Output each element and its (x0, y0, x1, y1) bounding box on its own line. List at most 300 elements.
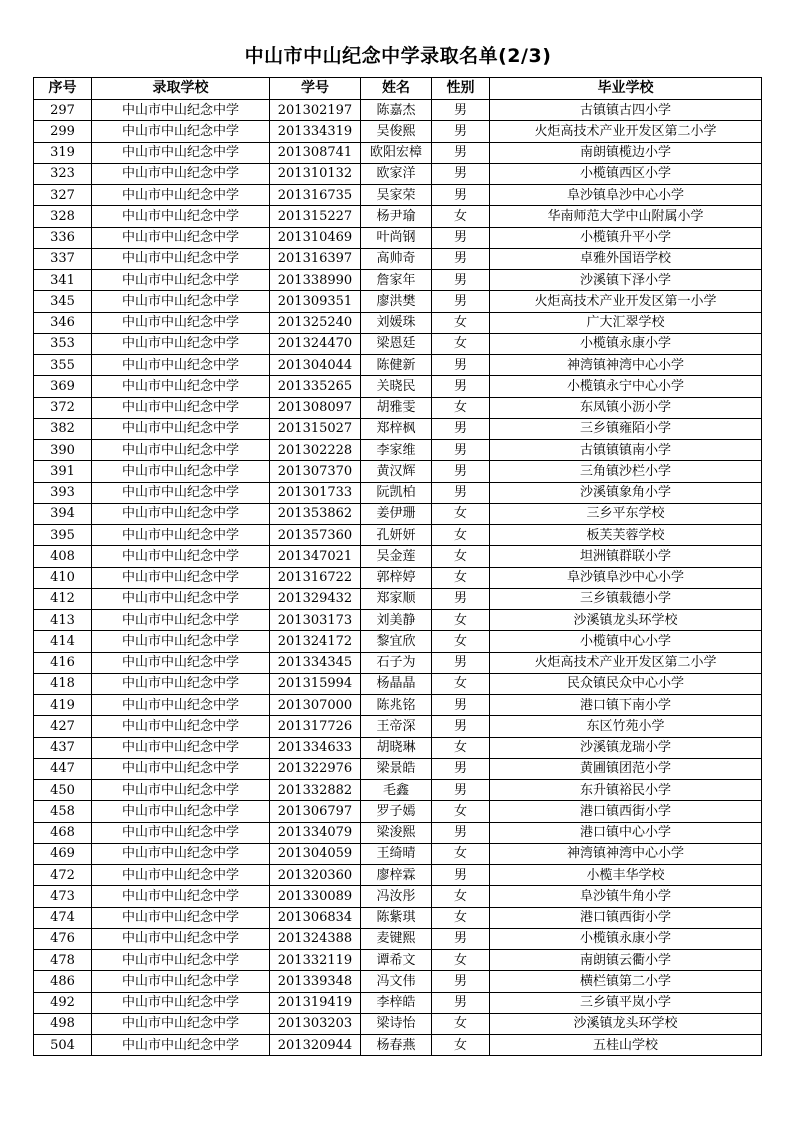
cell-gender: 男 (432, 121, 490, 142)
table-row (34, 503, 762, 524)
cell-school: 中山市中山纪念中学 (92, 610, 270, 631)
cell-school: 中山市中山纪念中学 (92, 567, 270, 588)
cell-id: 201353862 (270, 503, 361, 524)
cell-school: 中山市中山纪念中学 (92, 716, 270, 737)
cell-no: 395 (34, 525, 92, 546)
cell-name: 梁景皓 (361, 758, 432, 779)
cell-name: 孔妍妍 (361, 525, 432, 546)
table-row (34, 482, 762, 503)
cell-gender: 男 (432, 695, 490, 716)
table-row (34, 865, 762, 886)
cell-id: 201329432 (270, 588, 361, 609)
cell-no: 414 (34, 631, 92, 652)
cell-grad: 火炬高技术产业开发区第二小学 (490, 121, 762, 142)
cell-id: 201315994 (270, 673, 361, 694)
table-row (34, 397, 762, 418)
cell-gender: 女 (432, 312, 490, 333)
cell-no: 297 (34, 100, 92, 121)
cell-grad: 板芙芙蓉学校 (490, 525, 762, 546)
cell-gender: 女 (432, 503, 490, 524)
cell-gender: 男 (432, 291, 490, 312)
table-row (34, 206, 762, 227)
cell-id: 201325240 (270, 312, 361, 333)
table-row (34, 1035, 762, 1056)
cell-grad: 沙溪镇下泽小学 (490, 270, 762, 291)
cell-id: 201316722 (270, 567, 361, 588)
cell-gender: 男 (432, 185, 490, 206)
cell-name: 梁浚熙 (361, 822, 432, 843)
cell-gender: 男 (432, 865, 490, 886)
table-row (34, 355, 762, 376)
cell-id: 201307370 (270, 461, 361, 482)
cell-no: 369 (34, 376, 92, 397)
table-row (34, 142, 762, 163)
cell-grad: 阜沙镇牛角小学 (490, 886, 762, 907)
cell-id: 201320944 (270, 1035, 361, 1056)
cell-id: 201308097 (270, 397, 361, 418)
cell-name: 阮凯柏 (361, 482, 432, 503)
table-row (34, 312, 762, 333)
column-header-grad: 毕业学校 (490, 78, 762, 100)
cell-school: 中山市中山纪念中学 (92, 503, 270, 524)
cell-school: 中山市中山纪念中学 (92, 865, 270, 886)
cell-school: 中山市中山纪念中学 (92, 461, 270, 482)
cell-grad: 南朗镇榄边小学 (490, 142, 762, 163)
cell-grad: 坦洲镇群联小学 (490, 546, 762, 567)
cell-no: 390 (34, 440, 92, 461)
table-row (34, 971, 762, 992)
table-row (34, 1013, 762, 1034)
cell-no: 472 (34, 865, 92, 886)
cell-name: 詹家年 (361, 270, 432, 291)
cell-no: 478 (34, 950, 92, 971)
cell-school: 中山市中山纪念中学 (92, 822, 270, 843)
cell-name: 梁诗怡 (361, 1013, 432, 1034)
cell-id: 201357360 (270, 525, 361, 546)
cell-no: 323 (34, 163, 92, 184)
cell-school: 中山市中山纪念中学 (92, 418, 270, 439)
cell-no: 393 (34, 482, 92, 503)
cell-no: 341 (34, 270, 92, 291)
cell-grad: 港口镇西街小学 (490, 801, 762, 822)
table-row (34, 695, 762, 716)
cell-school: 中山市中山纪念中学 (92, 482, 270, 503)
cell-name: 叶尚钢 (361, 227, 432, 248)
cell-gender: 男 (432, 163, 490, 184)
cell-name: 陈嘉杰 (361, 100, 432, 121)
cell-id: 201332882 (270, 780, 361, 801)
cell-grad: 三乡镇雍陌小学 (490, 418, 762, 439)
cell-id: 201306834 (270, 907, 361, 928)
cell-gender: 女 (432, 610, 490, 631)
cell-name: 黄汉辉 (361, 461, 432, 482)
cell-no: 418 (34, 673, 92, 694)
cell-school: 中山市中山纪念中学 (92, 801, 270, 822)
cell-id: 201315027 (270, 418, 361, 439)
cell-gender: 女 (432, 525, 490, 546)
cell-name: 王帝深 (361, 716, 432, 737)
cell-no: 408 (34, 546, 92, 567)
table-row (34, 525, 762, 546)
cell-gender: 女 (432, 397, 490, 418)
page-title: 中山市中山纪念中学录取名单(2/3) (244, 45, 552, 67)
cell-id: 201338990 (270, 270, 361, 291)
table-row (34, 801, 762, 822)
cell-grad: 卓雅外国语学校 (490, 248, 762, 269)
cell-gender: 男 (432, 270, 490, 291)
cell-school: 中山市中山纪念中学 (92, 312, 270, 333)
cell-grad: 小榄镇永宁中心小学 (490, 376, 762, 397)
table-row (34, 950, 762, 971)
cell-name: 吴俊熙 (361, 121, 432, 142)
cell-school: 中山市中山纪念中学 (92, 886, 270, 907)
column-header-id: 学号 (270, 78, 361, 100)
cell-no: 391 (34, 461, 92, 482)
cell-school: 中山市中山纪念中学 (92, 206, 270, 227)
cell-id: 201310469 (270, 227, 361, 248)
cell-grad: 港口镇西街小学 (490, 907, 762, 928)
cell-gender: 男 (432, 928, 490, 949)
cell-name: 高帅奇 (361, 248, 432, 269)
column-header-gender: 性别 (432, 78, 490, 100)
cell-grad: 沙溪镇龙头环学校 (490, 1013, 762, 1034)
cell-grad: 五桂山学校 (490, 1035, 762, 1056)
cell-school: 中山市中山纪念中学 (92, 992, 270, 1013)
cell-name: 姜伊珊 (361, 503, 432, 524)
cell-gender: 女 (432, 1035, 490, 1056)
table-row (34, 673, 762, 694)
cell-no: 419 (34, 695, 92, 716)
cell-id: 201332119 (270, 950, 361, 971)
table-row (34, 758, 762, 779)
cell-no: 336 (34, 227, 92, 248)
cell-id: 201334345 (270, 652, 361, 673)
cell-name: 刘媛珠 (361, 312, 432, 333)
cell-name: 梁恩廷 (361, 333, 432, 354)
cell-name: 陈健新 (361, 355, 432, 376)
cell-school: 中山市中山纪念中学 (92, 185, 270, 206)
cell-gender: 男 (432, 758, 490, 779)
cell-gender: 女 (432, 1013, 490, 1034)
cell-name: 冯汝彤 (361, 886, 432, 907)
cell-grad: 三乡平东学校 (490, 503, 762, 524)
cell-grad: 东升镇裕民小学 (490, 780, 762, 801)
cell-grad: 神湾镇神湾中心小学 (490, 843, 762, 864)
cell-name: 欧家洋 (361, 163, 432, 184)
table-body (34, 100, 762, 1056)
cell-no: 372 (34, 397, 92, 418)
cell-gender: 男 (432, 822, 490, 843)
cell-school: 中山市中山纪念中学 (92, 971, 270, 992)
cell-no: 412 (34, 588, 92, 609)
cell-grad: 华南师范大学中山附属小学 (490, 206, 762, 227)
cell-no: 319 (34, 142, 92, 163)
cell-grad: 小榄镇永康小学 (490, 928, 762, 949)
cell-grad: 三乡镇平岚小学 (490, 992, 762, 1013)
cell-school: 中山市中山纪念中学 (92, 440, 270, 461)
cell-grad: 东凤镇小沥小学 (490, 397, 762, 418)
cell-name: 郑家顺 (361, 588, 432, 609)
cell-gender: 男 (432, 482, 490, 503)
table-row (34, 248, 762, 269)
cell-no: 299 (34, 121, 92, 142)
cell-gender: 女 (432, 206, 490, 227)
cell-grad: 东区竹苑小学 (490, 716, 762, 737)
cell-id: 201307000 (270, 695, 361, 716)
cell-id: 201324172 (270, 631, 361, 652)
cell-no: 450 (34, 780, 92, 801)
cell-id: 201335265 (270, 376, 361, 397)
cell-grad: 三角镇沙栏小学 (490, 461, 762, 482)
cell-school: 中山市中山纪念中学 (92, 1035, 270, 1056)
cell-name: 谭希文 (361, 950, 432, 971)
cell-school: 中山市中山纪念中学 (92, 100, 270, 121)
cell-gender: 女 (432, 843, 490, 864)
cell-grad: 古镇镇古四小学 (490, 100, 762, 121)
cell-school: 中山市中山纪念中学 (92, 780, 270, 801)
cell-grad: 沙溪镇龙瑞小学 (490, 737, 762, 758)
cell-no: 328 (34, 206, 92, 227)
column-header-no: 序号 (34, 78, 92, 100)
header-row (34, 78, 762, 100)
cell-no: 355 (34, 355, 92, 376)
column-header-name: 姓名 (361, 78, 432, 100)
cell-gender: 女 (432, 950, 490, 971)
cell-school: 中山市中山纪念中学 (92, 695, 270, 716)
cell-name: 陈兆铭 (361, 695, 432, 716)
cell-no: 476 (34, 928, 92, 949)
cell-gender: 女 (432, 567, 490, 588)
cell-name: 杨尹瑜 (361, 206, 432, 227)
cell-no: 394 (34, 503, 92, 524)
cell-no: 345 (34, 291, 92, 312)
cell-no: 353 (34, 333, 92, 354)
cell-gender: 男 (432, 971, 490, 992)
cell-school: 中山市中山纪念中学 (92, 397, 270, 418)
cell-school: 中山市中山纪念中学 (92, 631, 270, 652)
cell-school: 中山市中山纪念中学 (92, 248, 270, 269)
cell-gender: 男 (432, 716, 490, 737)
cell-no: 337 (34, 248, 92, 269)
cell-no: 413 (34, 610, 92, 631)
table-header (34, 78, 762, 100)
cell-name: 杨晶晶 (361, 673, 432, 694)
cell-id: 201339348 (270, 971, 361, 992)
cell-grad: 广大汇翠学校 (490, 312, 762, 333)
table-row (34, 843, 762, 864)
cell-grad: 港口镇中心小学 (490, 822, 762, 843)
cell-school: 中山市中山纪念中学 (92, 546, 270, 567)
cell-school: 中山市中山纪念中学 (92, 843, 270, 864)
cell-id: 201322976 (270, 758, 361, 779)
cell-id: 201306797 (270, 801, 361, 822)
cell-school: 中山市中山纪念中学 (92, 270, 270, 291)
table-row (34, 886, 762, 907)
cell-grad: 南朗镇云衢小学 (490, 950, 762, 971)
cell-gender: 男 (432, 992, 490, 1013)
cell-id: 201334633 (270, 737, 361, 758)
cell-name: 廖梓霖 (361, 865, 432, 886)
cell-name: 毛鑫 (361, 780, 432, 801)
table-row (34, 418, 762, 439)
table-row (34, 631, 762, 652)
cell-name: 李家维 (361, 440, 432, 461)
cell-school: 中山市中山纪念中学 (92, 333, 270, 354)
cell-grad: 沙溪镇象角小学 (490, 482, 762, 503)
table-row (34, 121, 762, 142)
cell-gender: 男 (432, 227, 490, 248)
cell-name: 罗子嫣 (361, 801, 432, 822)
cell-id: 201324470 (270, 333, 361, 354)
cell-id: 201304044 (270, 355, 361, 376)
cell-school: 中山市中山纪念中学 (92, 227, 270, 248)
cell-name: 冯文伟 (361, 971, 432, 992)
cell-name: 吴金莲 (361, 546, 432, 567)
cell-gender: 女 (432, 886, 490, 907)
table-row (34, 185, 762, 206)
cell-school: 中山市中山纪念中学 (92, 163, 270, 184)
cell-grad: 三乡镇载德小学 (490, 588, 762, 609)
table-row (34, 376, 762, 397)
table-row (34, 588, 762, 609)
cell-name: 杨春燕 (361, 1035, 432, 1056)
cell-school: 中山市中山纪念中学 (92, 588, 270, 609)
cell-grad: 小榄镇永康小学 (490, 333, 762, 354)
cell-id: 201302197 (270, 100, 361, 121)
table-row (34, 270, 762, 291)
cell-name: 陈紫琪 (361, 907, 432, 928)
cell-grad: 黄圃镇团范小学 (490, 758, 762, 779)
cell-no: 492 (34, 992, 92, 1013)
cell-grad: 小榄镇升平小学 (490, 227, 762, 248)
cell-no: 427 (34, 716, 92, 737)
cell-name: 郭梓婷 (361, 567, 432, 588)
cell-name: 李梓皓 (361, 992, 432, 1013)
cell-no: 447 (34, 758, 92, 779)
cell-name: 郑梓枫 (361, 418, 432, 439)
cell-id: 201317726 (270, 716, 361, 737)
table-row (34, 163, 762, 184)
table-row (34, 100, 762, 121)
cell-gender: 男 (432, 440, 490, 461)
cell-grad: 民众镇民众中心小学 (490, 673, 762, 694)
cell-name: 廖洪樊 (361, 291, 432, 312)
cell-name: 黎宜欣 (361, 631, 432, 652)
cell-gender: 男 (432, 418, 490, 439)
cell-no: 498 (34, 1013, 92, 1034)
cell-id: 201301733 (270, 482, 361, 503)
cell-gender: 男 (432, 780, 490, 801)
table-row (34, 822, 762, 843)
cell-grad: 小榄镇西区小学 (490, 163, 762, 184)
cell-gender: 女 (432, 631, 490, 652)
cell-grad: 横栏镇第二小学 (490, 971, 762, 992)
cell-grad: 火炬高技术产业开发区第一小学 (490, 291, 762, 312)
cell-id: 201316735 (270, 185, 361, 206)
cell-name: 吴家荣 (361, 185, 432, 206)
cell-no: 469 (34, 843, 92, 864)
cell-school: 中山市中山纪念中学 (92, 737, 270, 758)
cell-gender: 男 (432, 355, 490, 376)
cell-id: 201324388 (270, 928, 361, 949)
cell-school: 中山市中山纪念中学 (92, 907, 270, 928)
cell-school: 中山市中山纪念中学 (92, 928, 270, 949)
cell-id: 201304059 (270, 843, 361, 864)
cell-grad: 小榄镇中心小学 (490, 631, 762, 652)
cell-no: 327 (34, 185, 92, 206)
cell-name: 石子为 (361, 652, 432, 673)
table-row (34, 737, 762, 758)
table-row (34, 652, 762, 673)
cell-grad: 阜沙镇阜沙中心小学 (490, 185, 762, 206)
cell-grad: 阜沙镇阜沙中心小学 (490, 567, 762, 588)
cell-gender: 女 (432, 907, 490, 928)
cell-id: 201320360 (270, 865, 361, 886)
cell-no: 468 (34, 822, 92, 843)
cell-school: 中山市中山纪念中学 (92, 355, 270, 376)
table-row (34, 780, 762, 801)
cell-grad: 港口镇下南小学 (490, 695, 762, 716)
table-row (34, 440, 762, 461)
cell-id: 201303173 (270, 610, 361, 631)
table-row (34, 928, 762, 949)
cell-school: 中山市中山纪念中学 (92, 652, 270, 673)
column-header-school: 录取学校 (92, 78, 270, 100)
cell-gender: 女 (432, 673, 490, 694)
cell-no: 458 (34, 801, 92, 822)
table-row (34, 546, 762, 567)
table-row (34, 907, 762, 928)
table-row (34, 716, 762, 737)
cell-no: 473 (34, 886, 92, 907)
cell-name: 关晓民 (361, 376, 432, 397)
table-row (34, 610, 762, 631)
table-row (34, 567, 762, 588)
cell-id: 201303203 (270, 1013, 361, 1034)
cell-gender: 女 (432, 333, 490, 354)
cell-no: 504 (34, 1035, 92, 1056)
cell-gender: 男 (432, 588, 490, 609)
cell-id: 201315227 (270, 206, 361, 227)
table-row (34, 291, 762, 312)
cell-grad: 沙溪镇龙头环学校 (490, 610, 762, 631)
cell-no: 410 (34, 567, 92, 588)
cell-no: 437 (34, 737, 92, 758)
cell-gender: 男 (432, 142, 490, 163)
cell-id: 201334079 (270, 822, 361, 843)
cell-id: 201308741 (270, 142, 361, 163)
table-row (34, 992, 762, 1013)
cell-gender: 男 (432, 376, 490, 397)
cell-name: 胡晓琳 (361, 737, 432, 758)
cell-no: 382 (34, 418, 92, 439)
cell-grad: 古镇镇镇南小学 (490, 440, 762, 461)
cell-id: 201309351 (270, 291, 361, 312)
cell-gender: 女 (432, 801, 490, 822)
cell-gender: 男 (432, 652, 490, 673)
cell-id: 201316397 (270, 248, 361, 269)
cell-no: 486 (34, 971, 92, 992)
cell-school: 中山市中山纪念中学 (92, 758, 270, 779)
cell-school: 中山市中山纪念中学 (92, 673, 270, 694)
cell-school: 中山市中山纪念中学 (92, 950, 270, 971)
cell-id: 201334319 (270, 121, 361, 142)
cell-name: 王绮晴 (361, 843, 432, 864)
cell-grad: 神湾镇神湾中心小学 (490, 355, 762, 376)
cell-id: 201347021 (270, 546, 361, 567)
cell-gender: 女 (432, 737, 490, 758)
cell-no: 416 (34, 652, 92, 673)
